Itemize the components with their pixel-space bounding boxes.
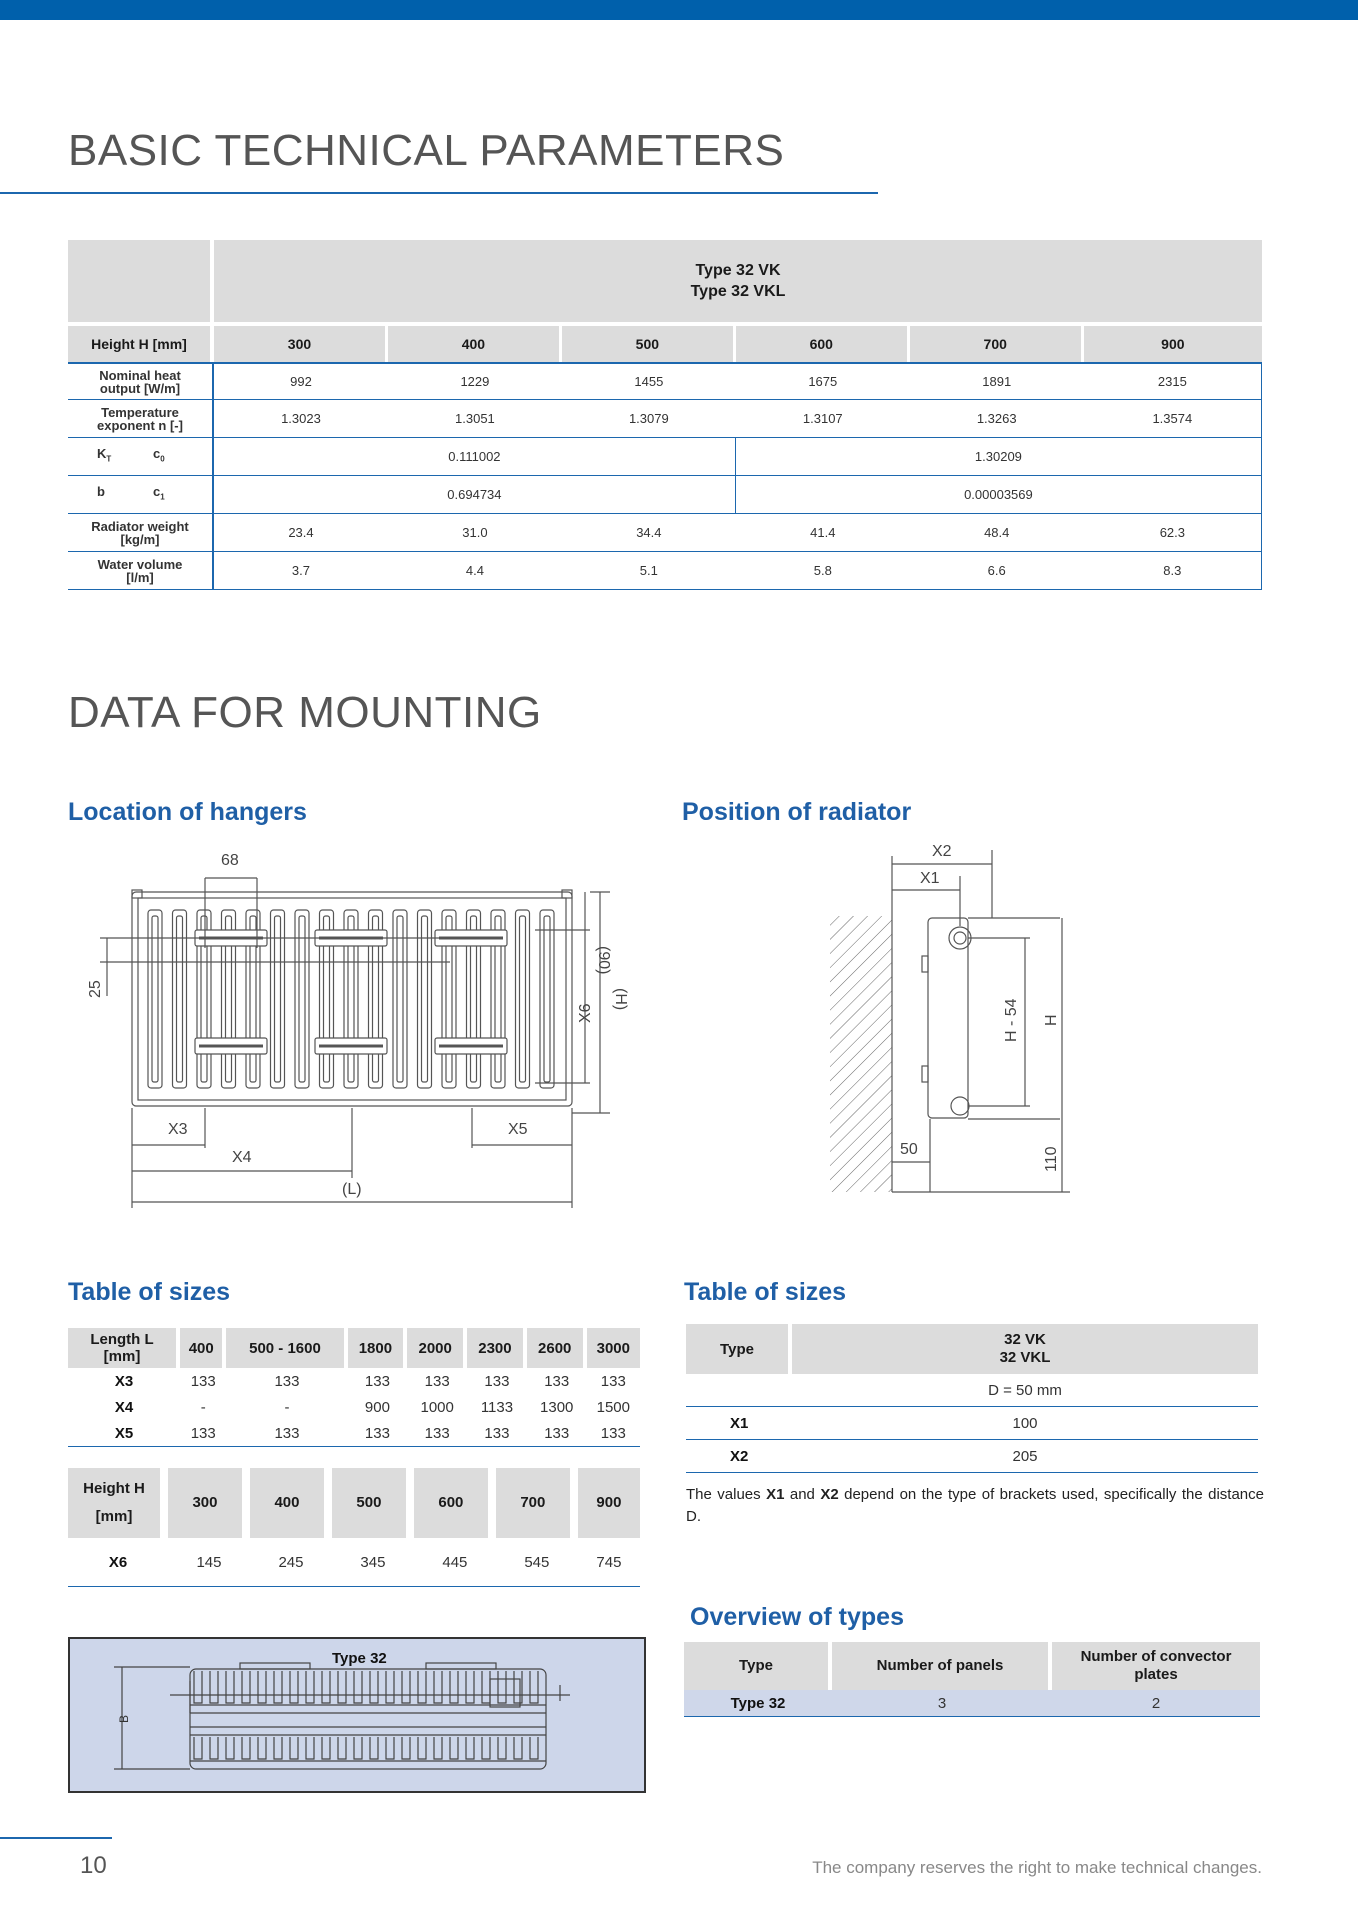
output-cell: 992 <box>214 362 388 400</box>
wall-hatch <box>830 916 892 1192</box>
x1-value: 100 <box>792 1407 1258 1440</box>
temp-cell: 1.3079 <box>562 400 736 438</box>
params-type-header <box>214 240 1262 322</box>
dim-X1: X1 <box>920 870 940 887</box>
table-row <box>684 1690 1260 1717</box>
hangers-title: Location of hangers <box>68 798 307 826</box>
cell: 133 <box>484 1372 510 1390</box>
dim-50: 50 <box>900 1141 918 1158</box>
height-label: Height H [mm] <box>68 326 214 362</box>
cell: 445 <box>414 1538 496 1587</box>
row-label: X3 <box>114 1372 134 1390</box>
dim-X4: X4 <box>232 1149 252 1166</box>
length-col: 500 - 1600 <box>226 1328 347 1368</box>
row-label: X5 <box>68 1420 180 1447</box>
height-600: 600 <box>736 326 910 362</box>
temp-cell: 1.3574 <box>1084 400 1262 438</box>
type-line1: Type 32 VK <box>695 262 781 279</box>
cell: 133 <box>467 1420 527 1447</box>
row-type: Type 32 <box>684 1690 832 1717</box>
page-title-params: BASIC TECHNICAL PARAMETERS <box>68 126 785 175</box>
height-col: 400 <box>250 1468 332 1538</box>
cell: 133 <box>527 1420 587 1447</box>
sizes-height-table <box>68 1468 640 1587</box>
c0-value: 1.30209 <box>736 438 1262 476</box>
sizes-left-title: Table of sizes <box>68 1278 231 1306</box>
weight-cell: 62.3 <box>1084 514 1262 552</box>
cell: 133 <box>226 1420 347 1447</box>
length-col: 1800 <box>348 1328 408 1368</box>
b-c1-label: b $c_1$ <box>68 476 214 514</box>
temp-cell: 1.3051 <box>388 400 562 438</box>
weight-cell: 34.4 <box>562 514 736 552</box>
weight-cell: 48.4 <box>910 514 1084 552</box>
table-row <box>68 1538 640 1587</box>
length-col: 2600 <box>527 1328 587 1368</box>
cell: 133 <box>348 1420 408 1447</box>
height-400: 400 <box>388 326 562 362</box>
cell: 133 <box>190 1372 216 1390</box>
row-label: X6 <box>68 1538 168 1587</box>
cross-section-title: Type 32 <box>332 1650 387 1667</box>
cell: 133 <box>424 1372 450 1390</box>
sizes-right-title: Table of sizes <box>684 1278 847 1306</box>
dim-110: 110 <box>1043 1146 1060 1172</box>
sizes-type-table <box>686 1324 1258 1473</box>
col-type: Type <box>684 1642 832 1690</box>
height-col: 300 <box>168 1468 250 1538</box>
kt-c0-label: $K_T$ $c_0$ <box>68 438 214 476</box>
page-number-rule <box>0 1837 112 1839</box>
water-cell: 4.4 <box>388 552 562 590</box>
cell: 745 <box>578 1538 640 1587</box>
position-title: Position of radiator <box>682 798 912 826</box>
row-panels: 3 <box>832 1690 1052 1717</box>
water-cell: 6.6 <box>910 552 1084 590</box>
height-col: 500 <box>332 1468 414 1538</box>
page-title-mounting: DATA FOR MOUNTING <box>68 688 542 737</box>
row-plates: 2 <box>1052 1690 1260 1717</box>
cell: 133 <box>274 1372 300 1390</box>
page-number: 10 <box>80 1852 107 1879</box>
cell: 145 <box>168 1538 250 1587</box>
dim-X2: X2 <box>932 843 952 860</box>
height-col: 600 <box>414 1468 496 1538</box>
cell: 245 <box>250 1538 332 1587</box>
water-cell: 5.1 <box>562 552 736 590</box>
height-900: 900 <box>1084 326 1262 362</box>
b-value: 0.694734 <box>214 476 736 514</box>
dim-H: (H) <box>612 988 629 1011</box>
dim-H54: H - 54 <box>1003 998 1020 1042</box>
top-bar <box>0 0 1358 20</box>
output-cell: 1675 <box>736 362 910 400</box>
weight-cell: 23.4 <box>214 514 388 552</box>
cell: 133 <box>587 1420 640 1447</box>
cell: 133 <box>180 1420 226 1447</box>
position-diagram <box>820 836 1080 1200</box>
footer-notice: The company reserves the right to make technical changes. <box>812 1858 1262 1877</box>
col-plates: Number of convector plates <box>1052 1642 1260 1690</box>
height-300: 300 <box>214 326 388 362</box>
dim-90: (90) <box>595 946 612 975</box>
table-row <box>68 1368 640 1394</box>
water-cell: 3.7 <box>214 552 388 590</box>
water-cell: 5.8 <box>736 552 910 590</box>
row-label: X1 <box>686 1407 792 1440</box>
cell: 133 <box>544 1372 570 1390</box>
weight-cell: 31.0 <box>388 514 562 552</box>
hangers-diagram <box>80 838 660 1218</box>
weight-cell: 41.4 <box>736 514 910 552</box>
height-col: 700 <box>496 1468 578 1538</box>
cell: 1000 <box>420 1398 454 1416</box>
col-panels: Number of panels <box>832 1642 1052 1690</box>
cell: 1500 <box>596 1398 630 1416</box>
d-value: D = 50 mm <box>792 1374 1258 1407</box>
table-row <box>68 1394 640 1420</box>
cell: 1133 <box>480 1398 514 1416</box>
overview-title: Overview of types <box>690 1603 904 1631</box>
sizes-length-table <box>68 1328 640 1447</box>
cell: 545 <box>496 1538 578 1587</box>
dim-X3: X3 <box>168 1121 188 1138</box>
kt-value: 0.111002 <box>214 438 736 476</box>
c1-value: 0.00003569 <box>736 476 1262 514</box>
table-row <box>686 1374 1258 1407</box>
cross-section-diagram <box>70 1639 644 1791</box>
dim-X5: X5 <box>508 1121 528 1138</box>
length-col: 400 <box>180 1328 226 1368</box>
type-line2: Type 32 VKL <box>690 283 786 300</box>
type-label: Type <box>686 1324 792 1374</box>
output-cell: 1891 <box>910 362 1084 400</box>
table-row <box>68 1420 640 1447</box>
water-label: Water volume [l/m] <box>68 552 214 590</box>
temp-cell: 1.3023 <box>214 400 388 438</box>
height-col: 900 <box>578 1468 640 1538</box>
length-col: 2300 <box>467 1328 527 1368</box>
type-value: 32 VK 32 VKL <box>792 1324 1258 1374</box>
cell: - <box>200 1398 206 1416</box>
output-cell: 2315 <box>1084 362 1262 400</box>
row-label: X4 <box>114 1398 134 1416</box>
length-col: 2000 <box>407 1328 467 1368</box>
weight-label: Radiator weight [kg/m] <box>68 514 214 552</box>
x2-value: 205 <box>792 1440 1258 1473</box>
cell: 133 <box>364 1372 390 1390</box>
height-h-label: Height H [mm] <box>68 1468 168 1538</box>
cross-section-box <box>68 1637 646 1793</box>
table-row <box>686 1440 1258 1473</box>
cell: 1300 <box>540 1398 574 1416</box>
cell: 133 <box>600 1372 626 1390</box>
cell: 133 <box>407 1420 467 1447</box>
title-underline <box>0 192 878 194</box>
output-cell: 1229 <box>388 362 562 400</box>
dim-L: (L) <box>342 1181 362 1198</box>
temp-cell: 1.3107 <box>736 400 910 438</box>
cell: - <box>284 1398 290 1416</box>
dim-25: 25 <box>87 980 104 998</box>
height-700: 700 <box>910 326 1084 362</box>
cell: 345 <box>332 1538 414 1587</box>
output-label: Nominal heat output [W/m] <box>68 362 214 400</box>
dim-X6: X6 <box>577 1003 594 1023</box>
dim-H-right: H <box>1043 1014 1060 1026</box>
overview-table <box>684 1642 1260 1717</box>
temp-cell: 1.3263 <box>910 400 1084 438</box>
dim-68: 68 <box>221 852 239 869</box>
row-label: X2 <box>686 1440 792 1473</box>
temp-label: Temperature exponent n [-] <box>68 400 214 438</box>
params-corner <box>68 240 214 322</box>
cell: 900 <box>364 1398 390 1416</box>
length-col: 3000 <box>587 1328 640 1368</box>
sizes-note: The values X1 and X2 depend on the type of brackets used, specifically the distance D. <box>686 1486 1264 1525</box>
length-label: Length L [mm] <box>68 1328 180 1368</box>
table-row <box>686 1407 1258 1440</box>
water-cell: 8.3 <box>1084 552 1262 590</box>
params-table <box>68 240 1262 590</box>
height-500: 500 <box>562 326 736 362</box>
output-cell: 1455 <box>562 362 736 400</box>
cross-section-b: B <box>117 1714 131 1723</box>
